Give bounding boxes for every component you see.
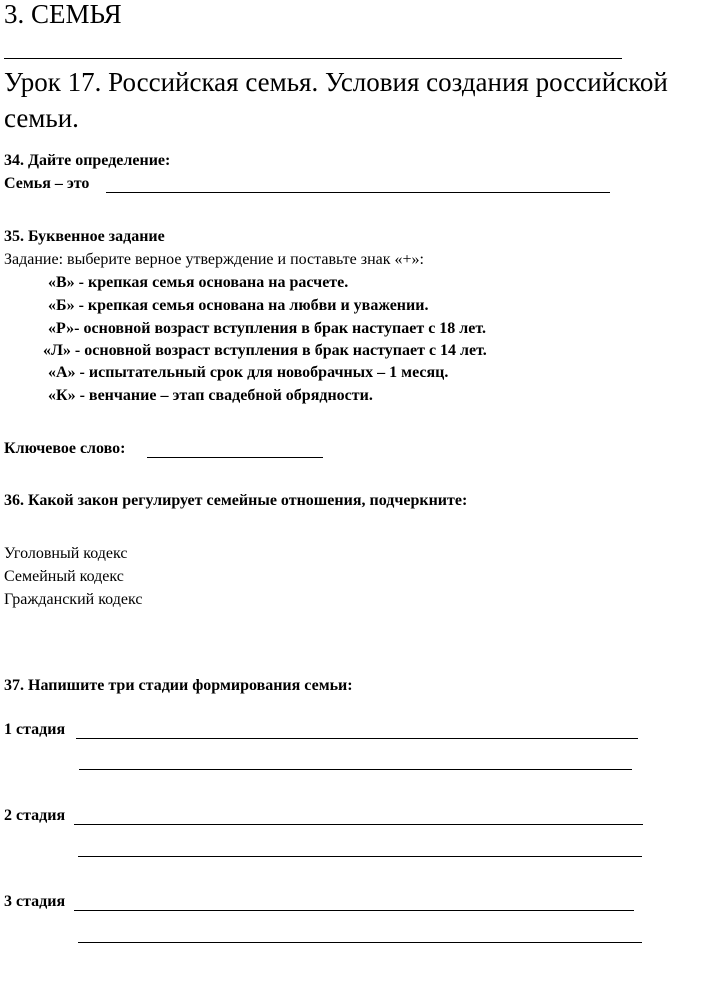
choice-criminal-code[interactable]: Уголовный кодекс: [4, 545, 128, 562]
title-underline: [4, 58, 622, 59]
stage-1-line-2[interactable]: [79, 769, 632, 770]
task-37-title: 37. Напишите три стадии формирования семьи:: [4, 677, 353, 694]
option-l: «Л» - основной возраст вступления в брак наступает с 14 лет.: [43, 342, 487, 359]
task-34-title: 34. Дайте определение:: [4, 152, 171, 169]
stage-3-label: 3 стадия: [4, 893, 66, 910]
definition-answer-line[interactable]: [106, 192, 610, 193]
task-36-title: 36. Какой закон регулирует семейные отношения, подчеркните:: [4, 492, 468, 509]
choice-civil-code[interactable]: Гражданский кодекс: [4, 591, 143, 608]
lesson-title: Урок 17. Российская семья. Условия создания российской семьи.: [4, 67, 668, 133]
stage-1-label: 1 стадия: [4, 721, 66, 738]
stage-1-line-1[interactable]: [76, 738, 638, 739]
option-b: «Б» - крепкая семья основана на любви и уважении.: [48, 297, 429, 314]
choice-family-code[interactable]: Семейный кодекс: [4, 568, 124, 585]
option-k: «К» - венчание – этап свадебной обрядности.: [48, 387, 373, 404]
task-35-title: 35. Буквенное задание: [4, 228, 165, 245]
stage-2-line-2[interactable]: [78, 856, 642, 857]
stage-2-label: 2 стадия: [4, 807, 66, 824]
keyword-answer-line[interactable]: [147, 457, 323, 458]
option-r: «Р»- основной возраст вступления в брак наступает с 18 лет.: [48, 320, 487, 337]
stage-2-line-1[interactable]: [74, 824, 643, 825]
stage-3-line-2[interactable]: [78, 942, 642, 943]
keyword-label: Ключевое слово:: [4, 440, 126, 457]
chapter-title: 3. СЕМЬЯ: [4, 0, 122, 29]
stage-3-line-1[interactable]: [74, 910, 634, 911]
option-v: «В» - крепкая семья основана на расчете.: [48, 274, 349, 291]
task-34-prompt: Семья – это: [4, 175, 90, 192]
task-35-instruction: Задание: выберите верное утверждение и поставьте знак «+»:: [4, 251, 424, 268]
option-a: «А» - испытательный срок для новобрачных – 1 месяц.: [48, 364, 449, 381]
